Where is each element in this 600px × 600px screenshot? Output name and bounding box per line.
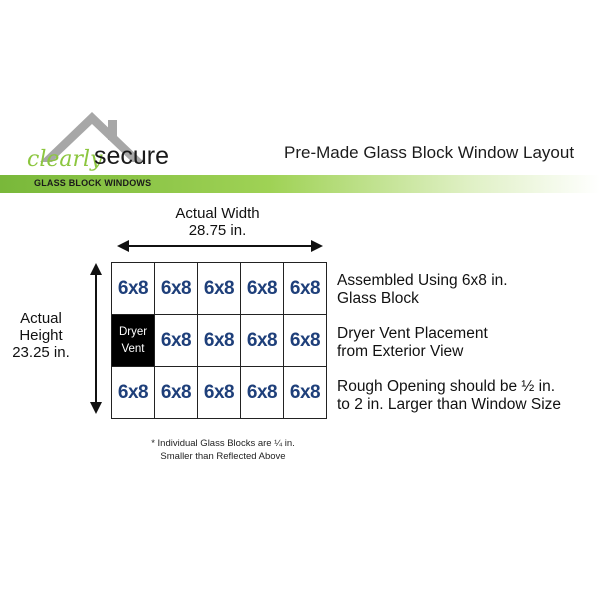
glass-block: 6x8 [241, 263, 284, 315]
logo-word-secure: secure [94, 142, 170, 170]
logo-word-clearly: clearly [27, 147, 103, 172]
glass-block: 6x8 [198, 263, 241, 315]
glass-block: 6x8 [112, 367, 155, 419]
glass-block: 6x8 [284, 315, 327, 367]
footnote-line-1: * Individual Glass Blocks are ¼ in. [151, 438, 295, 449]
height-label-line-1: Actual [20, 310, 62, 327]
glass-block: 6x8 [155, 367, 198, 419]
note-rough-opening-line-1: Rough Opening should be ½ in. [337, 378, 556, 395]
glass-block: 6x8 [241, 315, 284, 367]
note-dryer-vent [337, 325, 488, 361]
glass-block-grid [111, 262, 327, 419]
glass-block: 6x8 [284, 367, 327, 419]
width-label-line-1: Actual Width [175, 205, 260, 222]
footnote-line-2: Smaller than Reflected Above [160, 451, 286, 462]
footnote [128, 437, 318, 463]
height-arrow-icon [90, 263, 102, 414]
dryer-vent-block [112, 315, 155, 367]
note-dryer-vent-line-2: from Exterior View [337, 343, 464, 360]
note-rough-opening [337, 378, 561, 414]
note-rough-opening-line-2: to 2 in. Larger than Window Size [337, 396, 562, 413]
height-label-value: 23.25 in. [12, 344, 70, 361]
glass-block: 6x8 [198, 315, 241, 367]
glass-block: 6x8 [112, 263, 155, 315]
note-assembled-line-1: Assembled Using 6x8 in. [337, 272, 508, 289]
note-dryer-vent-line-1: Dryer Vent Placement [337, 325, 488, 342]
glass-block: 6x8 [198, 367, 241, 419]
height-label-line-2: Height [19, 327, 63, 344]
dryer-vent-label-line-1: Dryer [118, 325, 148, 338]
glass-block: 6x8 [155, 315, 198, 367]
width-arrow-icon [117, 240, 323, 252]
glass-block: 6x8 [241, 367, 284, 419]
page-title: Pre-Made Glass Block Window Layout [284, 143, 575, 162]
dryer-vent-label-line-2: Vent [121, 342, 145, 355]
glass-block: 6x8 [284, 263, 327, 315]
width-label-value: 28.75 in. [188, 222, 247, 239]
logo-tagline: GLASS BLOCK WINDOWS [34, 178, 152, 188]
note-assembled-line-2: Glass Block [337, 290, 419, 307]
note-assembled [337, 272, 508, 308]
glass-block: 6x8 [155, 263, 198, 315]
